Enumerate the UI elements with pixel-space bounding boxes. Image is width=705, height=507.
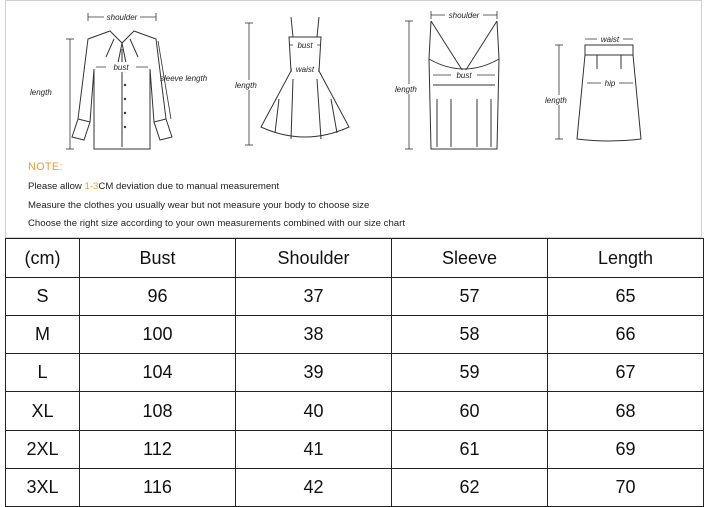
bust-cell: 96 <box>80 278 236 316</box>
table-row <box>6 278 704 316</box>
blouse-illustration <box>26 9 216 154</box>
note-line-1 <box>28 181 688 192</box>
size-cell: 3XL <box>6 468 80 506</box>
table-row <box>6 392 704 430</box>
waist-label: waist <box>295 65 315 74</box>
bust-label: bust <box>297 41 313 50</box>
blouse-figure <box>26 9 216 154</box>
header-length: Length <box>548 239 704 278</box>
bust-cell: 100 <box>80 316 236 354</box>
size-cell: L <box>6 354 80 392</box>
skirt-illustration <box>541 9 671 154</box>
size-cell: M <box>6 316 80 354</box>
sleeve-cell: 58 <box>392 316 548 354</box>
table-header-row <box>6 239 704 278</box>
bust-cell: 112 <box>80 430 236 468</box>
note-line-2: Measure the clothes you usually wear but not measure your body to choose size <box>28 199 370 211</box>
bust-cell: 116 <box>80 468 236 506</box>
shoulder-cell: 41 <box>236 430 392 468</box>
table-row <box>6 316 704 354</box>
table-row <box>6 354 704 392</box>
length-label: length <box>545 96 567 105</box>
shoulder-label: shoulder <box>448 11 480 20</box>
header-sleeve: Sleeve <box>392 239 548 278</box>
note-line-1-after: CM deviation due to manual measurement <box>98 181 280 192</box>
length-cell: 66 <box>548 316 704 354</box>
header-bust: Bust <box>80 239 236 278</box>
sleeve-cell: 60 <box>392 392 548 430</box>
length-cell: 70 <box>548 468 704 506</box>
length-cell: 69 <box>548 430 704 468</box>
dress-figure <box>231 9 366 154</box>
size-chart-table <box>5 238 704 507</box>
dress-illustration <box>231 9 366 154</box>
sleeve-cell: 61 <box>392 430 548 468</box>
shoulder-cell: 37 <box>236 278 392 316</box>
shoulder-cell: 39 <box>236 354 392 392</box>
shoulder-label: shoulder <box>106 13 138 22</box>
sleeve-cell: 62 <box>392 468 548 506</box>
size-cell: 2XL <box>6 430 80 468</box>
note-line-1-highlight: 1-3 <box>84 181 99 192</box>
tank-top-illustration <box>391 9 516 154</box>
bust-label: bust <box>456 71 472 80</box>
waist-label: waist <box>600 35 620 44</box>
length-label: length <box>395 85 417 94</box>
note-title: NOTE: <box>28 161 63 173</box>
shoulder-cell: 40 <box>236 392 392 430</box>
note-line-3: Choose the right size according to your own measurements combined with our size chart <box>28 218 406 229</box>
hip-label: hip <box>604 79 616 88</box>
measurement-guide <box>5 0 702 238</box>
skirt-figure <box>541 9 671 154</box>
bust-cell: 108 <box>80 392 236 430</box>
header-shoulder: Shoulder <box>236 239 392 278</box>
length-cell: 68 <box>548 392 704 430</box>
length-label: length <box>30 88 52 97</box>
shoulder-cell: 42 <box>236 468 392 506</box>
size-cell: S <box>6 278 80 316</box>
tank-figure <box>391 9 516 154</box>
bust-label: bust <box>113 63 129 72</box>
size-cell: XL <box>6 392 80 430</box>
sleeve-length-label: sleeve length <box>160 74 208 83</box>
shoulder-cell: 38 <box>236 316 392 354</box>
sleeve-cell: 57 <box>392 278 548 316</box>
notes-section <box>28 161 688 237</box>
table-row <box>6 468 704 506</box>
length-label: length <box>235 81 257 90</box>
header-unit: (cm) <box>6 239 80 278</box>
table-row <box>6 430 704 468</box>
bust-cell: 104 <box>80 354 236 392</box>
length-cell: 65 <box>548 278 704 316</box>
sleeve-cell: 59 <box>392 354 548 392</box>
note-line-1-before: Please allow <box>28 181 85 192</box>
length-cell: 67 <box>548 354 704 392</box>
